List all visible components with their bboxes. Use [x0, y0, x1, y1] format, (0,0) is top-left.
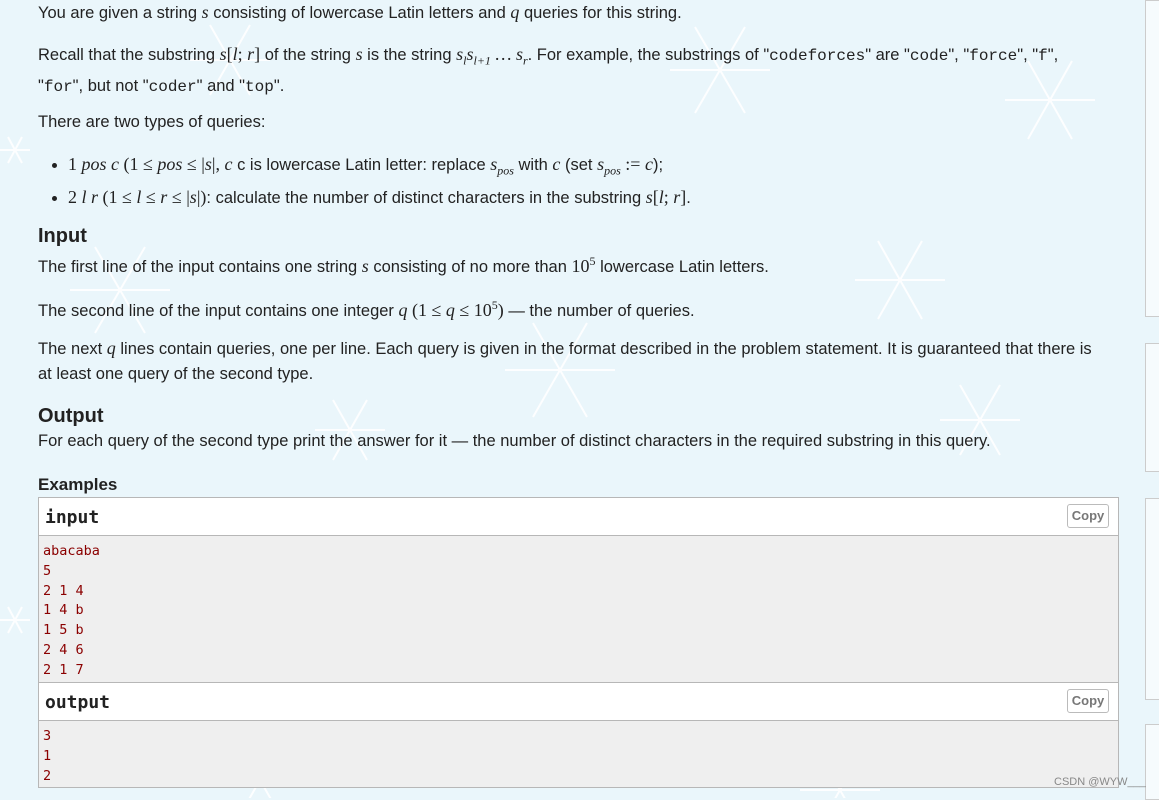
- copy-output-button[interactable]: Copy: [1067, 689, 1109, 713]
- right-sidebar-panel: [1145, 343, 1159, 472]
- query-type-2: • 2 l r (1 ≤ l ≤ r ≤ |s|): calculate the number of distinct characters in the substring s[l; r].: [68, 184, 1068, 211]
- right-sidebar-panel: [1145, 498, 1159, 700]
- examples-title: Examples: [38, 475, 118, 494]
- example-output-box: [38, 682, 1119, 788]
- csdn-watermark: CSDN @WYW___: [1054, 776, 1146, 788]
- input-section-title: Input: [38, 225, 87, 247]
- example-input-text[interactable]: abacaba 5 2 1 4 1 4 b 1 5 b 2 4 6 2 1 7: [39, 536, 1118, 683]
- example-output-label: output: [45, 692, 111, 713]
- input-line-3: The next q lines contain queries, one per line. Each query is given in the format described in the problem statement. It is guaranteed that there is at least one query of the second type.: [38, 338, 1092, 383]
- right-sidebar-panel: [1145, 724, 1159, 800]
- right-sidebar-panel: [1145, 0, 1159, 317]
- example-output-header: [39, 683, 1118, 721]
- query-list: [38, 151, 1068, 211]
- statement-intro: You are given a string s consisting of lowercase Latin letters and q queries for this string.: [38, 2, 682, 22]
- input-line-1: The first line of the input contains one string s consisting of no more than $10^5$ lowercase Latin letters.: [38, 254, 769, 276]
- input-line-2: The second line of the input contains one integer q $(1 \le q \le 10^5)$ — the number of queries.: [38, 298, 695, 320]
- example-input-label: input: [45, 507, 100, 528]
- statement-substring-definition: Recall that the substring s[l; r] of the string s is the string $s_ls_{l+1}$ … $s_r$. For example, the substrings of "codeforces" are "code", "force", "f", "for", but not "coder" and "top".: [38, 44, 1059, 96]
- example-input-box: [38, 497, 1119, 684]
- statement-query-types: There are two types of queries:: [38, 113, 266, 131]
- output-section-title: Output: [38, 405, 104, 427]
- example-output-text[interactable]: 3 1 2: [39, 721, 1118, 787]
- example-input-header: [39, 498, 1118, 536]
- output-line-1: For each query of the second type print the answer for it — the number of distinct characters in the required substring in this query.: [38, 432, 991, 450]
- copy-input-button[interactable]: Copy: [1067, 504, 1109, 528]
- query-type-1: • 1 pos c (1 ≤ pos ≤ |s|, c c is lowercase Latin letter: replace $s_{pos}$ with c (set $s_{pos}$ := c);: [68, 151, 1068, 184]
